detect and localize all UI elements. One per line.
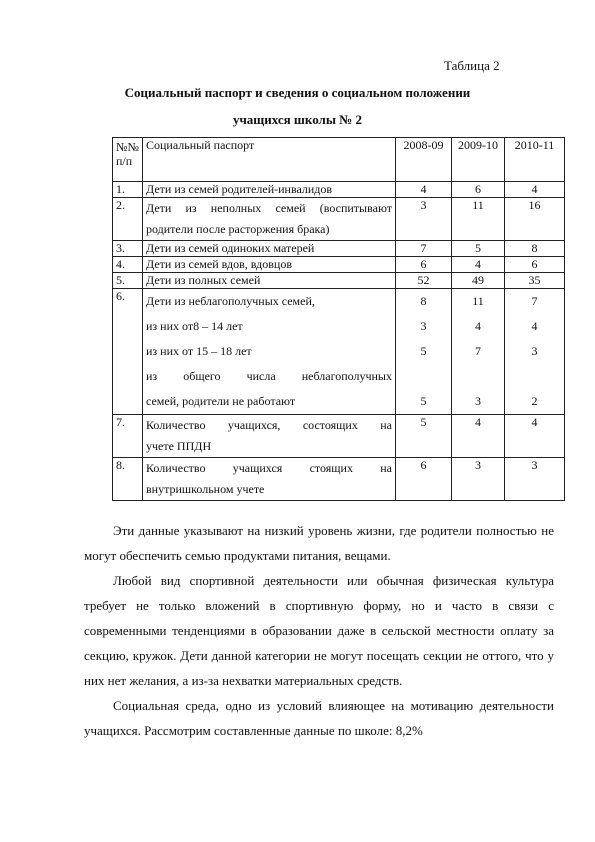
row-number: 2. [113, 198, 143, 241]
table-row [113, 289, 565, 415]
row-name [143, 289, 396, 415]
row-number: 4. [113, 257, 143, 273]
row-name [143, 458, 396, 501]
row-name: Дети из неполных семей (воспитывают родители после расторжения брака) [143, 198, 396, 241]
row-name-line: из них от 15 – 18 лет [146, 344, 252, 358]
row-value-2009: 49 [452, 273, 505, 289]
row-value-2010: 8 [505, 241, 565, 257]
row-value-2010: 4 [505, 415, 565, 458]
row-value: 3 [475, 394, 481, 408]
row-name-line: учете ППДН [146, 439, 212, 453]
header-cell-name: Социальный паспорт [143, 138, 396, 182]
row-value: 11 [472, 294, 484, 308]
row-value: 4 [475, 319, 481, 333]
header-cell-year-3: 2010-11 [505, 138, 565, 182]
row-value-2009: 5 [452, 241, 505, 257]
row-value [508, 364, 561, 389]
row-value-2008: 5 [396, 415, 452, 458]
row-value-2008: 4 [396, 182, 452, 198]
table-title-line2: учащихся школы № 2 [232, 112, 363, 127]
row-value-2008: 7 [396, 241, 452, 257]
row-name-line: Дети из неблагополучных семей, [146, 294, 315, 308]
row-name-line: Количество учащихся стоящих на [146, 461, 392, 475]
row-value [455, 364, 501, 389]
row-name-line: из общего числа неблагополучных [146, 369, 392, 383]
table-row [113, 273, 565, 289]
row-number: 7. [113, 415, 143, 458]
row-value: 3 [531, 344, 538, 358]
table-row [113, 257, 565, 273]
row-value: 8 [420, 294, 427, 308]
social-passport-table [112, 137, 565, 501]
row-value-2009: 3 [452, 458, 505, 501]
row-number: 1. [113, 182, 143, 198]
row-name: Дети из полных семей [143, 273, 396, 289]
row-value-2008: 3 [396, 198, 452, 241]
row-value-2010: 3 [505, 458, 565, 501]
table-label: Таблица 2 [444, 58, 500, 73]
row-value: 4 [531, 319, 538, 333]
table-row [113, 198, 565, 241]
row-value-2009: 4 [452, 257, 505, 273]
row-name-line: из них от8 – 14 лет [146, 319, 243, 333]
paragraph-living-standard: Эти данные указывают на низкий уровень жизни, где родители полностью не могут обеспечить семью продуктами питания, вещами. [84, 523, 554, 563]
table-row [113, 182, 565, 198]
row-value [399, 364, 448, 389]
row-value-2009: 11 [452, 198, 505, 241]
row-value: 7 [531, 294, 538, 308]
row-value-2008: 6 [396, 257, 452, 273]
row-name-line: внутришкольном учете [146, 482, 265, 496]
row-value-2010 [505, 289, 565, 415]
row-value: 2 [531, 394, 538, 408]
header-cell-year-2: 2009-10 [452, 138, 505, 182]
row-value: 7 [475, 344, 481, 358]
row-value-2010: 16 [505, 198, 565, 241]
paragraph-sports-activity: Любой вид спортивной деятельности или обычная физическая культура требует не только вложений в спортивную форму, но и часто в связи с современными тенденциями в образовании даже в сельской местности оплату за секцию, кружок. Дети данной категории не могут посещать секции не оттого, что у них нет желания, а из-за нехватки материальных средств. [84, 573, 554, 688]
row-number: 3. [113, 241, 143, 257]
row-value-2009: 6 [452, 182, 505, 198]
row-value-2008 [396, 289, 452, 415]
row-value-2009 [452, 289, 505, 415]
row-value-2010: 35 [505, 273, 565, 289]
row-number: 8. [113, 458, 143, 501]
row-value-2009: 4 [452, 415, 505, 458]
row-name-line: семей, родители не работают [146, 394, 296, 408]
row-number: 5. [113, 273, 143, 289]
table-row [113, 241, 565, 257]
row-value-2010: 6 [505, 257, 565, 273]
table-row [113, 415, 565, 458]
row-value-2008: 6 [396, 458, 452, 501]
row-value: 5 [420, 394, 427, 408]
header-cell-year-1: 2008-09 [396, 138, 452, 182]
table-row [113, 458, 565, 501]
header-cell-number: №№ п/п [113, 138, 143, 182]
paragraph-social-environment: Социальная среда, одно из условий влияющее на мотивацию деятельности учащихся. Рассмотрим составленные данные по школе: 8,2% [84, 698, 554, 738]
table-title-line1: Социальный паспорт и сведения о социальном положении [124, 85, 471, 100]
row-name [143, 415, 396, 458]
row-name: Дети из семей родителей-инвалидов [143, 182, 396, 198]
row-value: 3 [420, 319, 427, 333]
row-number: 6. [113, 289, 143, 415]
row-value-2010: 4 [505, 182, 565, 198]
table-header-row [113, 138, 565, 182]
row-name: Дети из семей одиноких матерей [143, 241, 396, 257]
row-value: 5 [420, 344, 427, 358]
row-name-line: Количество учащихся, состоящих на [146, 418, 392, 432]
row-name: Дети из семей вдов, вдовцов [143, 257, 396, 273]
row-value-2008: 52 [396, 273, 452, 289]
